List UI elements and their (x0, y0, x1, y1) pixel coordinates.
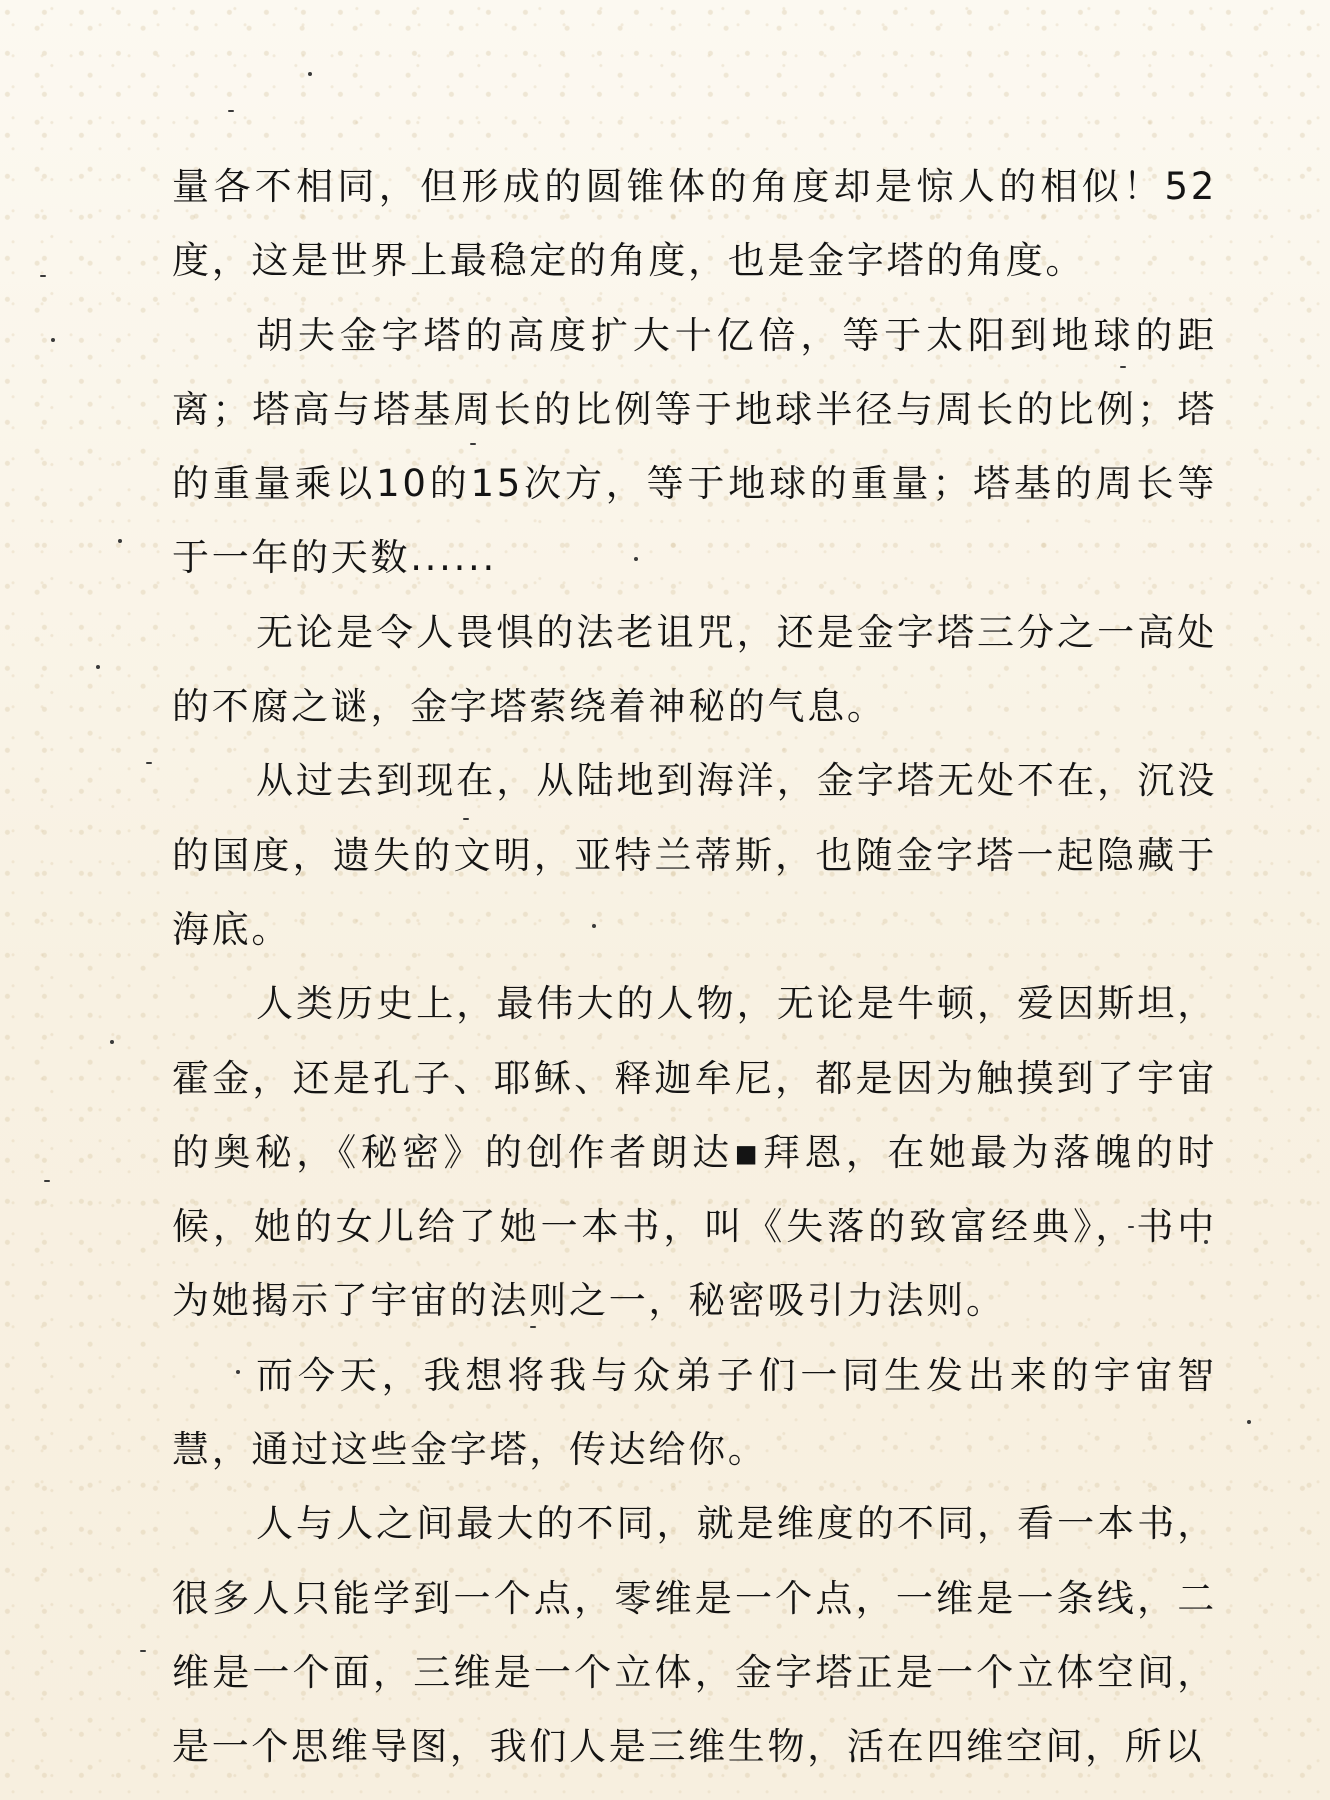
paper-dot (308, 72, 312, 76)
paper-speck (146, 762, 152, 764)
paragraph: 人类历史上，最伟大的人物，无论是牛顿，爱因斯坦，霍金，还是孔子、耶稣、释迦牟尼，都是因为触摸到了宇宙的奥秘，《秘密》的创作者朗达▪拜恩，在她最为落魄的时候，她的女儿给了她一本书，叫《失落的致富经典》，书中为她揭示了宇宙的法则之一，秘密吸引力法则。 (172, 982, 1217, 1323)
paragraph: 量各不相同，但形成的圆锥体的角度却是惊人的相似！52度，这是世界上最稳定的角度，也是金字塔的角度。 (172, 165, 1217, 283)
paper-dot (51, 338, 55, 342)
body-text (172, 150, 1217, 1785)
paper-dot (1247, 1420, 1251, 1424)
paper-speck (140, 1650, 146, 1652)
paper-dot (118, 539, 122, 543)
paragraph: 从过去到现在，从陆地到海洋，金字塔无处不在，沉没的国度，遗失的文明，亚特兰蒂斯，也随金字塔一起隐藏于海底。 (172, 759, 1217, 951)
paragraph: 人与人之间最大的不同，就是维度的不同，看一本书，很多人只能学到一个点，零维是一个点，一维是一条线，二维是一个面，三维是一个立体，金字塔正是一个立体空间，是一个思维导图，我们人是三维生物，活在四维空间，所以 (172, 1502, 1217, 1769)
paper-speck (44, 1180, 50, 1182)
paper-dot (110, 1040, 114, 1044)
paper-dot (96, 665, 100, 669)
paragraph: 无论是令人畏惧的法老诅咒，还是金字塔三分之一高处的不腐之谜，金字塔萦绕着神秘的气息。 (172, 610, 1217, 729)
paragraph: 而今天，我想将我与众弟子们一同生发出来的宇宙智慧，通过这些金字塔，传达给你。 (172, 1353, 1217, 1472)
paper-speck (228, 110, 234, 112)
paper-speck (40, 275, 46, 277)
paragraph: 胡夫金字塔的高度扩大十亿倍，等于太阳到地球的距离；塔高与塔基周长的比例等于地球半径与周长的比例；塔的重量乘以10的15次方，等于地球的重量；塔基的周长等于一年的天数...... (172, 313, 1217, 580)
